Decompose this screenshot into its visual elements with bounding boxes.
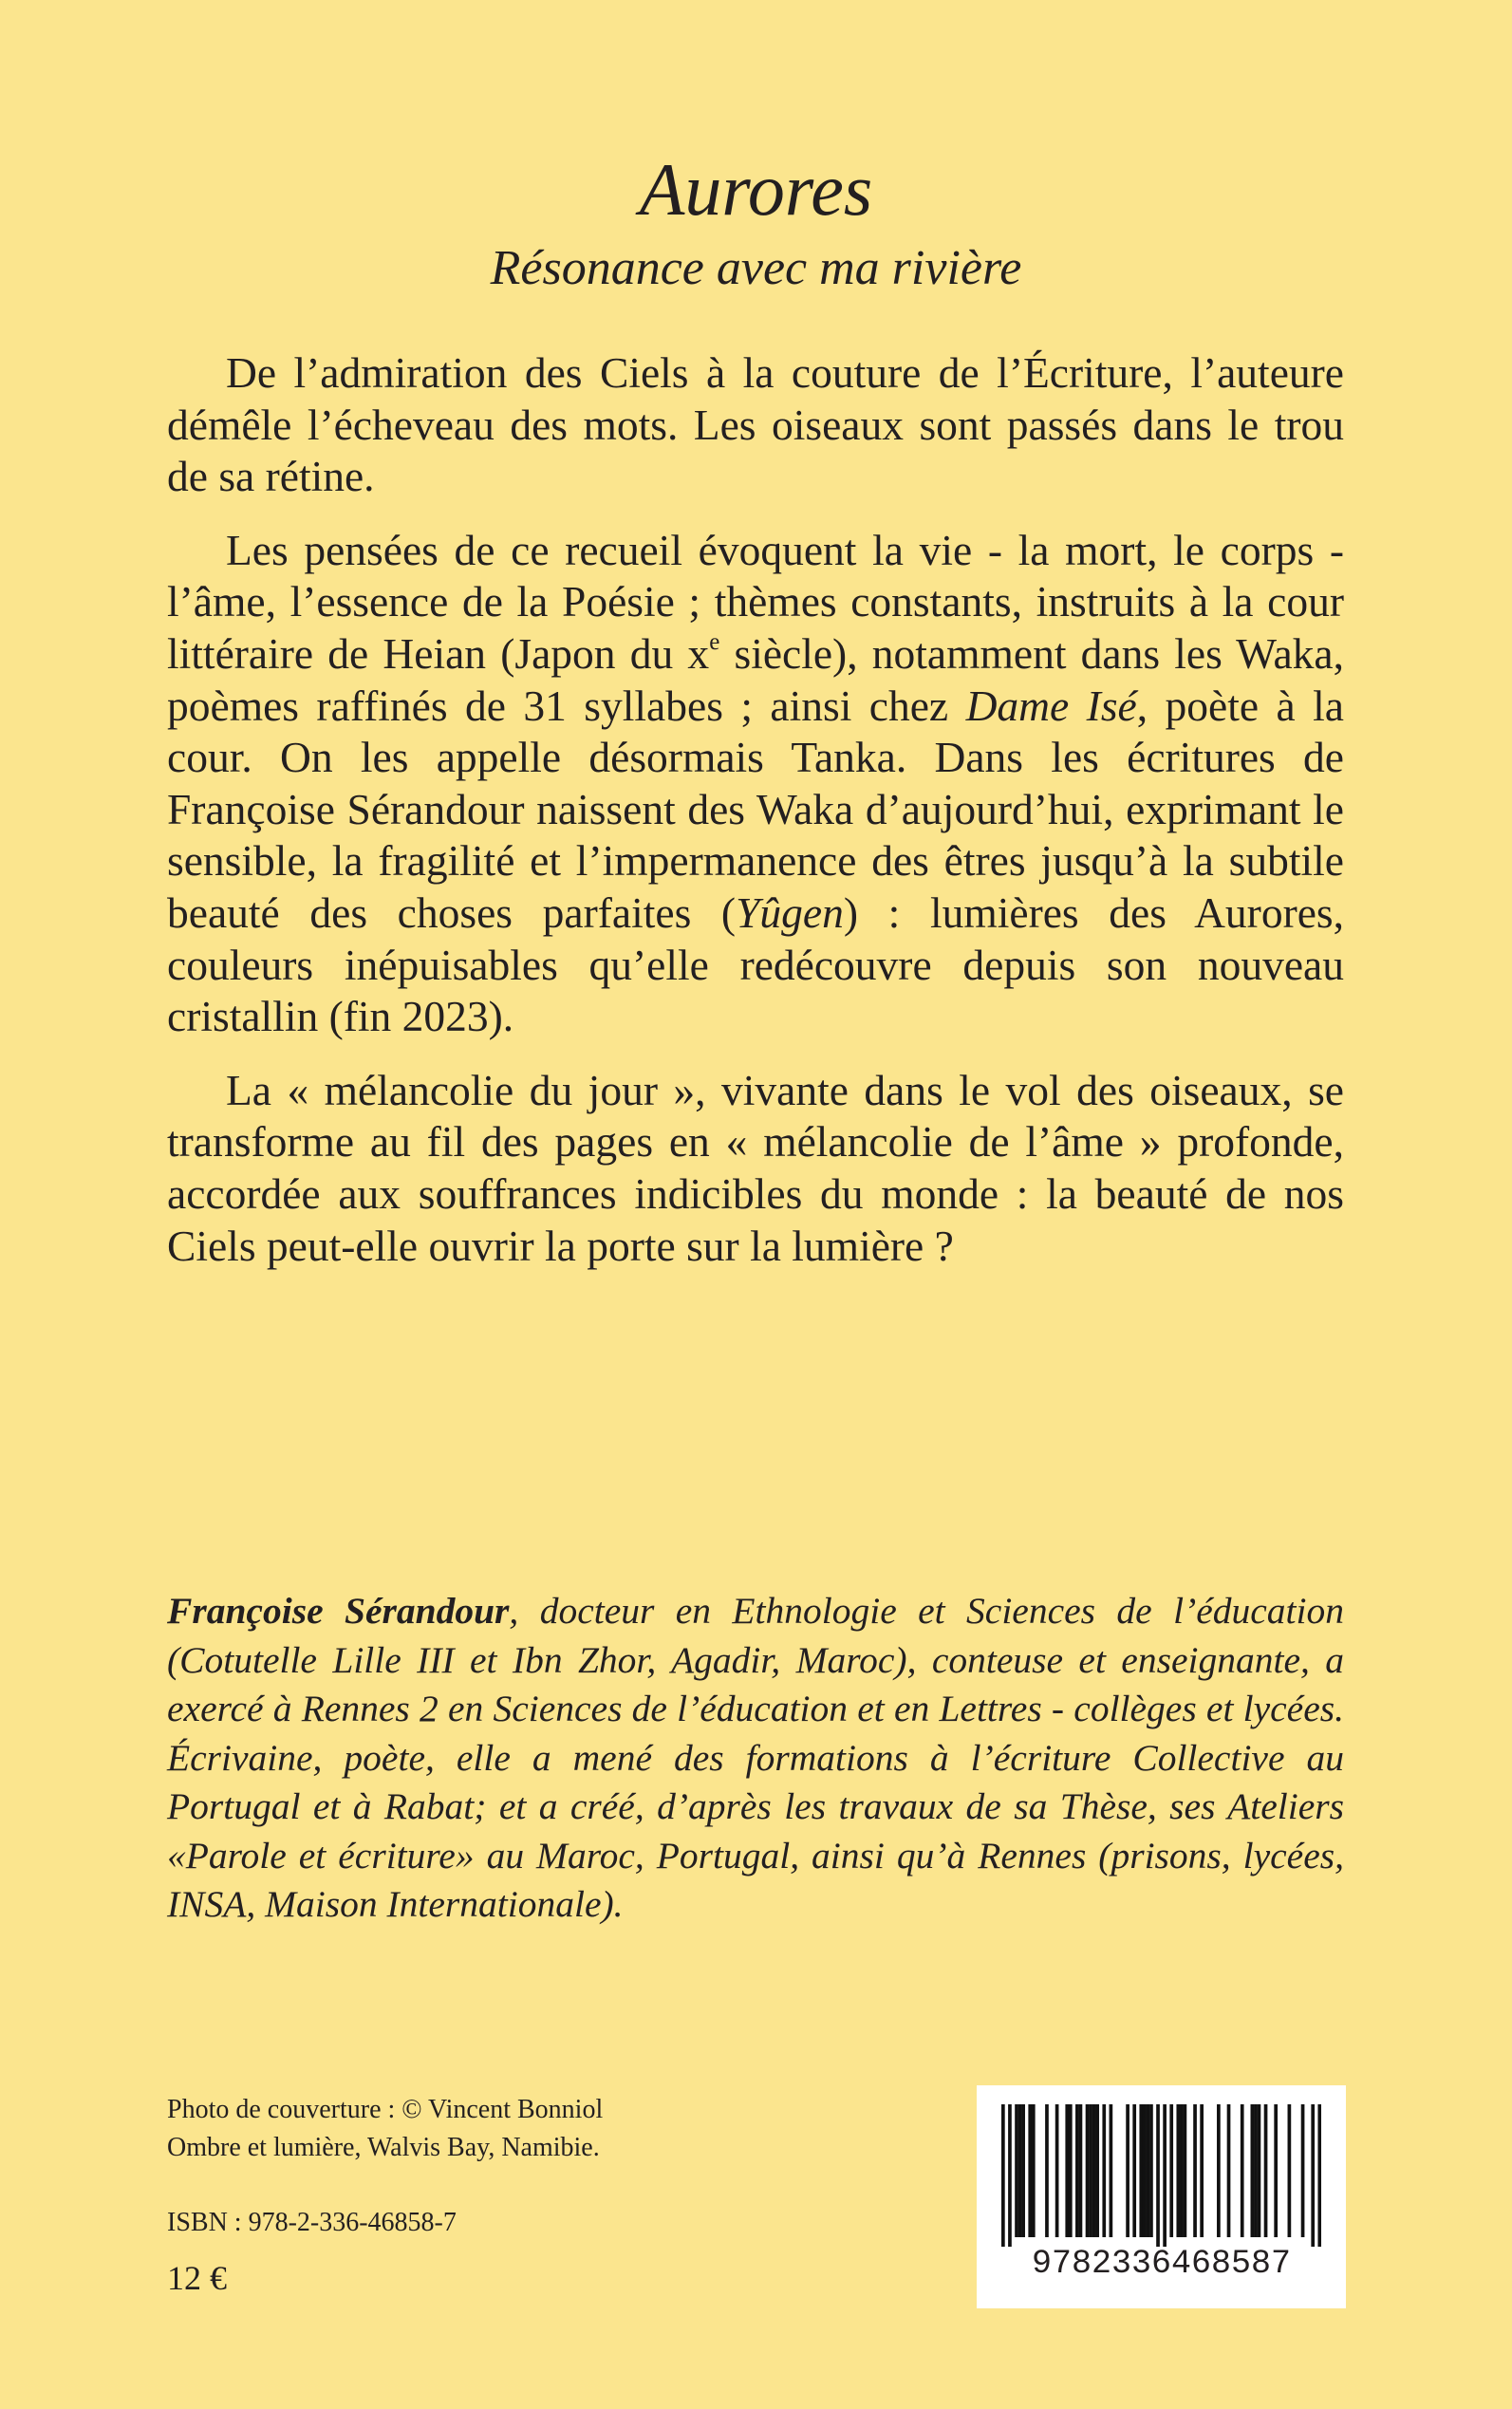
blurb-paragraph-3: La « mélancolie du jour », vivante dans le vol des oiseaux, se transforme au fil des pages en « mélancolie de l’âme » profonde, accordée aux souffrances indicibles du monde : la beauté de nos Ciels peut-elle ouvrir la porte sur la lumière ? xyxy=(167,1065,1344,1270)
barcode-bar xyxy=(1301,2104,1305,2237)
barcode-bar xyxy=(1264,2104,1268,2237)
barcode-bar xyxy=(1018,2104,1022,2237)
barcode-bar xyxy=(1317,2104,1321,2247)
barcode-bar xyxy=(1143,2104,1147,2237)
barcode-bar xyxy=(1045,2104,1049,2237)
barcode-bar xyxy=(1254,2104,1258,2237)
barcode-bar xyxy=(1028,2104,1032,2237)
century-superscript: e xyxy=(709,628,720,655)
barcode-bar xyxy=(1102,2104,1106,2237)
barcode-bar xyxy=(1163,2104,1167,2247)
barcode-digits: 9782336468587 xyxy=(1031,2245,1292,2283)
photo-credit-line-2: Ombre et lumière, Walvis Bay, Namibie. xyxy=(167,2133,600,2162)
author-name: Françoise Sérandour xyxy=(167,1590,510,1632)
yugen-term: Yûgen xyxy=(736,887,844,937)
dame-ise-name: Dame Isé xyxy=(965,681,1137,730)
barcode-bar xyxy=(1069,2104,1073,2237)
photo-credits xyxy=(167,2091,603,2167)
barcode-bar xyxy=(1015,2104,1018,2237)
blurb-p2-part-d: ) : lumières des Aurores, couleurs inépuisables qu’elle redécouvre depuis son nouveau cristallin (fin 2023). xyxy=(167,887,1345,1041)
barcode-bar xyxy=(1241,2104,1244,2237)
book-title: Aurores xyxy=(639,148,873,231)
blurb-paragraph-2 xyxy=(167,525,1344,1043)
barcode-bar xyxy=(1089,2104,1092,2237)
barcode-bar xyxy=(1032,2104,1036,2237)
barcode-bar xyxy=(1288,2104,1292,2237)
barcode-bar xyxy=(1055,2104,1059,2237)
barcode-bar xyxy=(1132,2104,1136,2237)
barcode-bar xyxy=(1217,2104,1221,2237)
barcode-bars xyxy=(1001,2104,1321,2247)
barcode-bar xyxy=(1086,2104,1090,2237)
barcode-bar xyxy=(1095,2104,1099,2237)
book-subtitle: Résonance avec ma rivière xyxy=(490,241,1022,295)
blurb-p2-part-c: , poète à la cour. On les appelle désormais Tanka. Dans les écritures de Françoise Sérandour naissent des Waka d’aujourd’hui, exprimant le sensible, la fragilité et l’impermanence des êtres jusqu’à la subtile beauté des choses parfaites ( xyxy=(167,681,1344,937)
barcode-bar xyxy=(1110,2104,1113,2237)
barcode-bar xyxy=(1021,2104,1025,2237)
barcode-bar xyxy=(1176,2104,1180,2237)
barcode-bar xyxy=(1169,2104,1173,2237)
barcode-bar xyxy=(1065,2104,1069,2237)
barcode-bar xyxy=(1139,2104,1143,2237)
photo-credit-line-1: Photo de couverture : © Vincent Bonniol xyxy=(167,2095,604,2124)
blurb-p2-part-b: siècle), notamment dans les Waka, poèmes raffinés de 31 syllabes ; ainsi chez xyxy=(167,628,1344,730)
barcode-bar xyxy=(1092,2104,1096,2237)
blurb-p2-part-a: Les pensées de ce recueil évoquent la vie - la mort, le corps - l’âme, l’essence de la Poésie ; thèmes constants, instruits à la cour littéraire de Heian (Japon du x xyxy=(167,525,1344,678)
barcode-bar xyxy=(1184,2104,1187,2237)
barcode-bar xyxy=(1251,2104,1255,2237)
price: 12 € xyxy=(167,2259,227,2297)
barcode xyxy=(977,2085,1346,2308)
barcode-bar xyxy=(1126,2104,1129,2237)
barcode-bar xyxy=(1227,2104,1231,2237)
barcode-bar xyxy=(1193,2104,1197,2237)
barcode-bar xyxy=(1075,2104,1079,2237)
barcode-bar xyxy=(1008,2104,1012,2247)
barcode-bar xyxy=(1149,2104,1153,2237)
isbn-text: ISBN : 978-2-336-46858-7 xyxy=(167,2208,457,2237)
barcode-bar xyxy=(1180,2104,1184,2237)
barcode-bar xyxy=(1200,2104,1204,2237)
blurb xyxy=(167,347,1344,1294)
barcode-bar xyxy=(1274,2104,1278,2237)
barcode-bar xyxy=(1001,2104,1005,2247)
barcode-bar xyxy=(1258,2104,1261,2237)
barcode-bar xyxy=(1311,2104,1315,2247)
barcode-bar xyxy=(1147,2104,1150,2237)
barcode-bar xyxy=(1079,2104,1083,2237)
barcode-bar xyxy=(1156,2104,1160,2247)
blurb-paragraph-1: De l’admiration des Ciels à la couture de l’Écriture, l’auteure démêle l’écheveau des mots. Les oiseaux sont passés dans le trou de sa rétine. xyxy=(167,348,1344,501)
author-bio-text: , docteur en Ethnologie et Sciences de l’éducation (Cotutelle Lille III et Ibn Zhor, Agadir, Maroc), conteuse et enseignante, a exercé à Rennes 2 en Sciences de l’éducation et en Lettres - collèges et lycées. Écrivaine, poète, elle a mené des formations à l’écriture Collective au Portugal et à Rabat; et a créé, d’après les travaux de sa Thèse, ses Ateliers «Parole et écriture» au Maroc, Portugal, ainsi qu’à Rennes (prisons, lycées, INSA, Maison Internationale). xyxy=(167,1590,1344,1925)
author-bio xyxy=(167,1587,1344,1930)
